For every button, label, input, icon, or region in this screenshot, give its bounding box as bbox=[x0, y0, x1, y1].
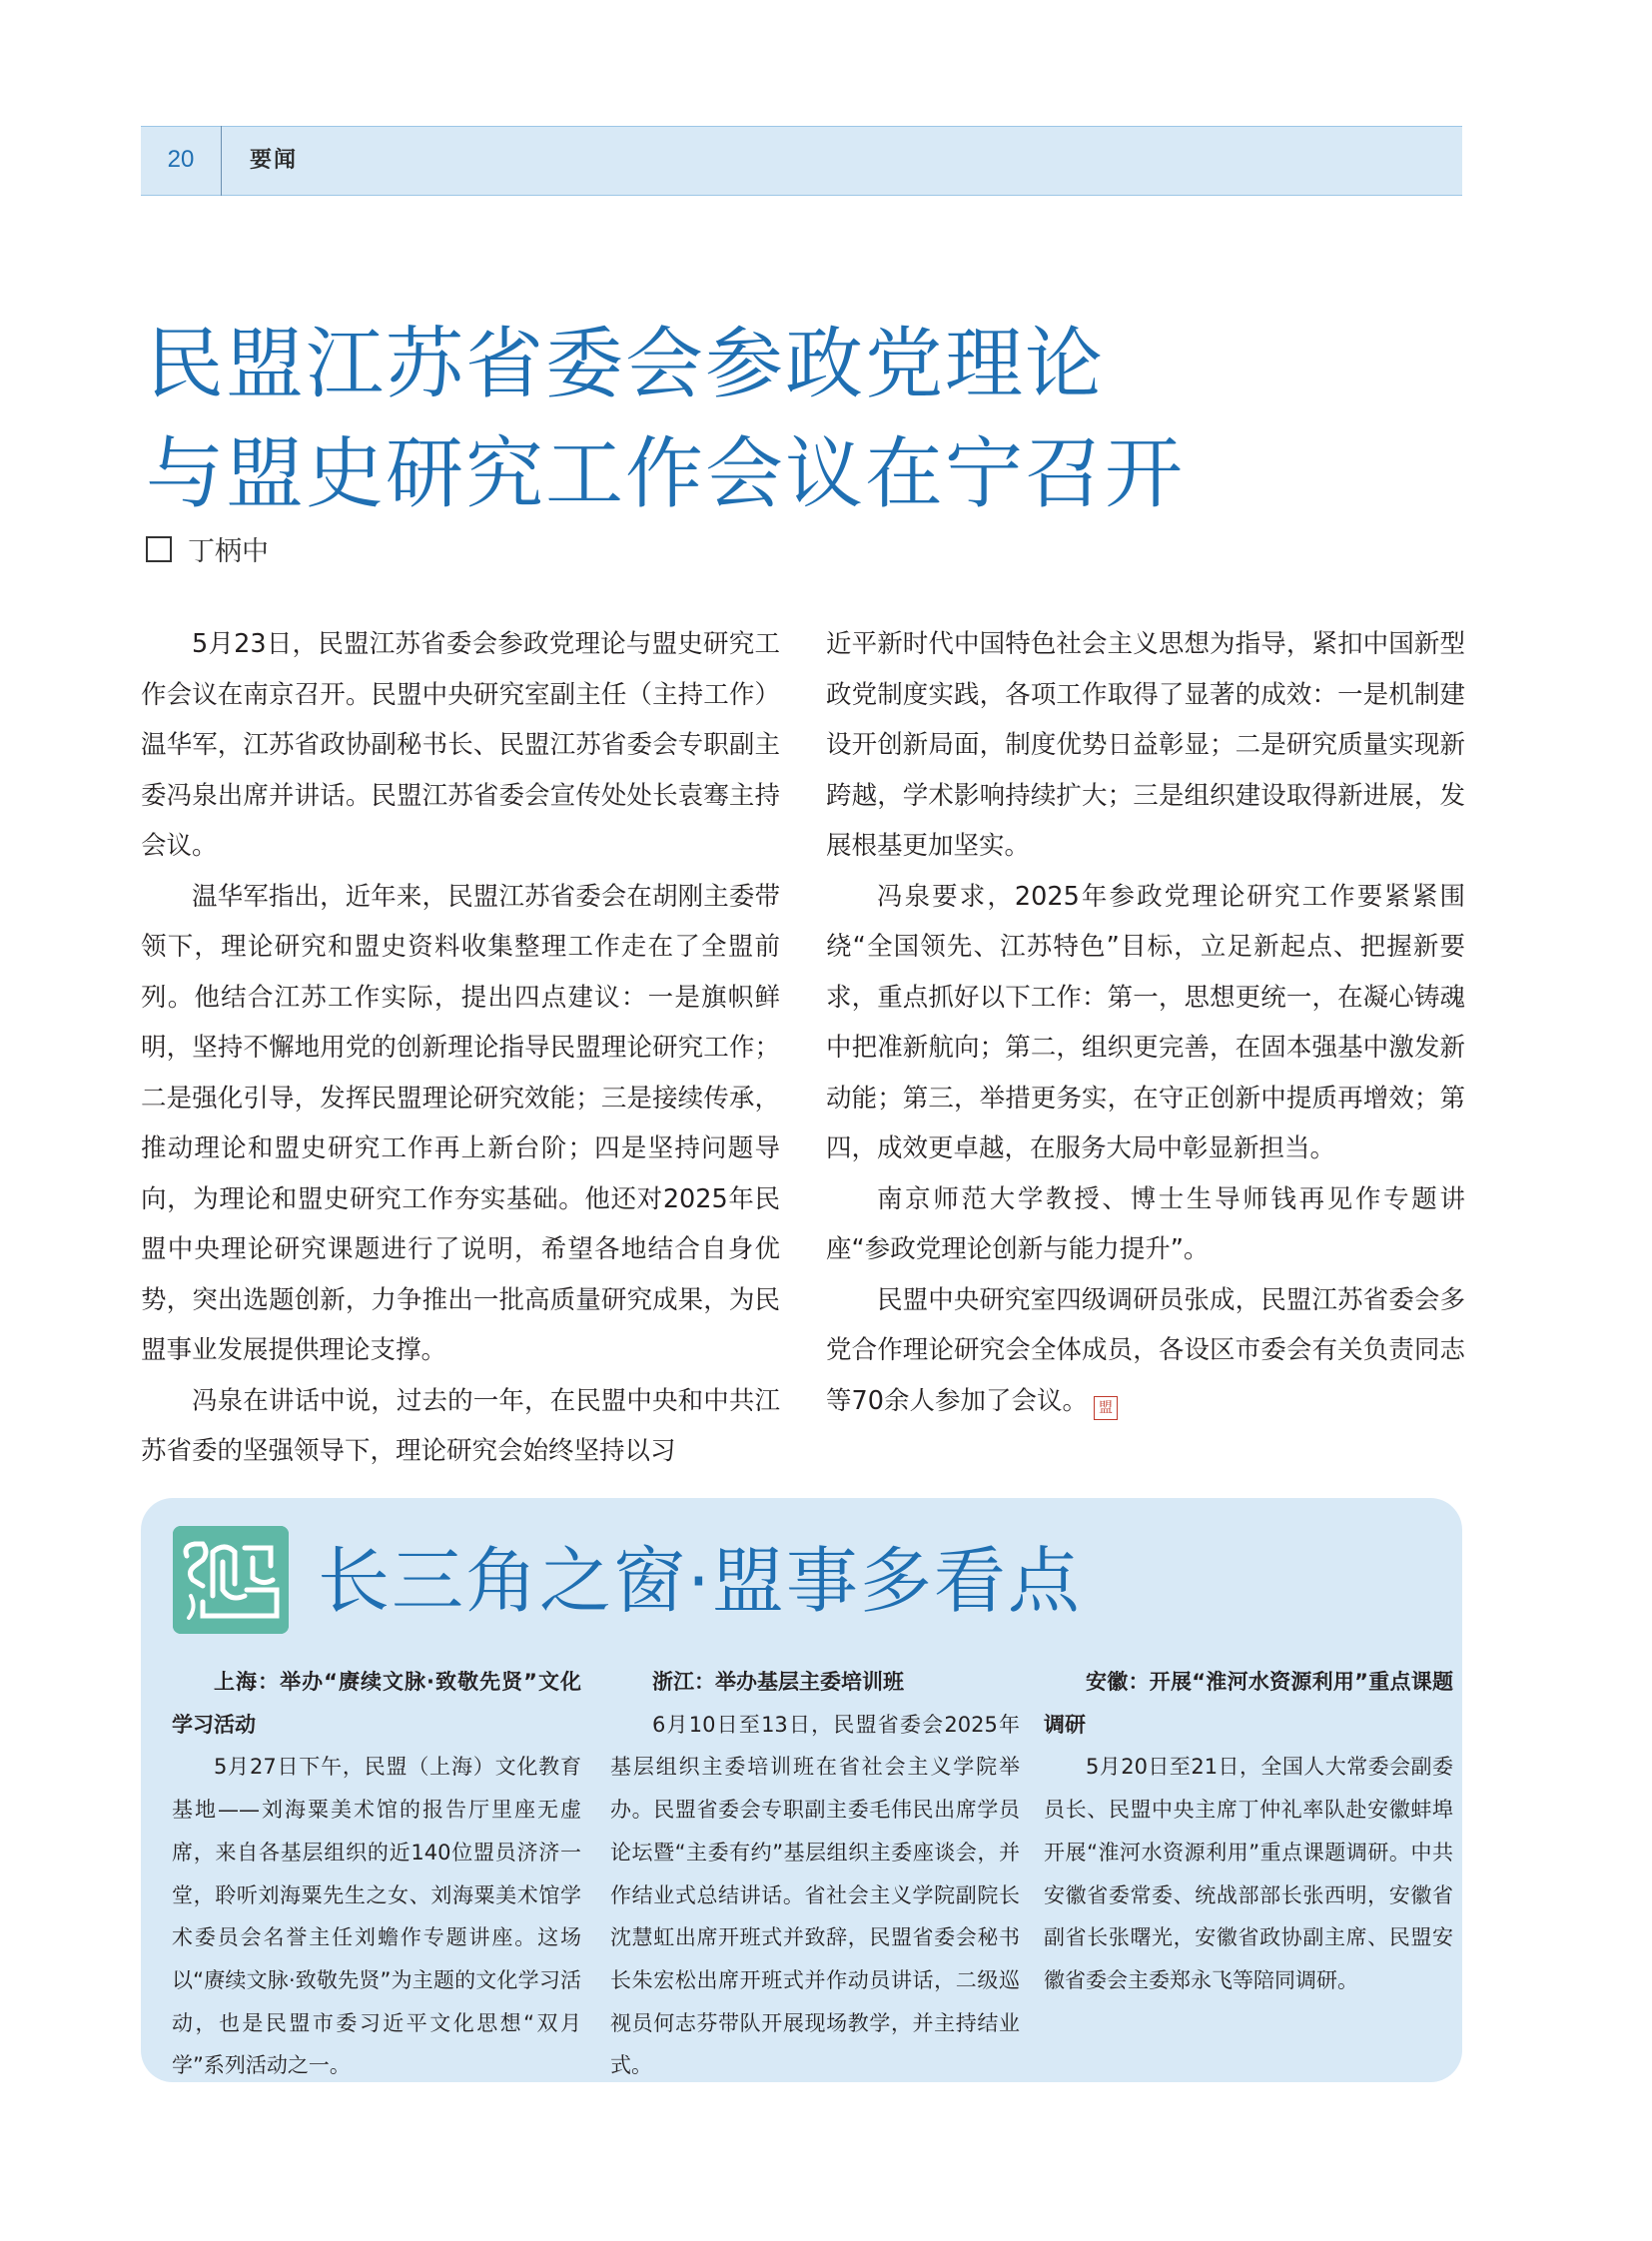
page-number: 20 bbox=[167, 146, 195, 173]
article-column-left bbox=[141, 619, 780, 1477]
byline bbox=[146, 529, 269, 568]
sidebar-item-zhejiang bbox=[610, 1661, 1020, 2087]
sidebar-item-heading: 浙江：举办基层主委培训班 bbox=[652, 1670, 904, 1694]
sidebar-item-anhui bbox=[1044, 1661, 1453, 2002]
yangtze-delta-logo-icon bbox=[173, 1526, 289, 1634]
sidebar-item-heading: 安徽：开展“淮河水资源利用”重点课题调研 bbox=[1044, 1670, 1453, 1737]
section-label: 要闻 bbox=[250, 147, 299, 173]
byline-box-icon bbox=[146, 536, 172, 562]
paragraph: 南京师范大学教授、博士生导师钱再见作专题讲座“参政党理论创新与能力提升”。 bbox=[826, 1183, 1465, 1264]
paragraph: 温华军指出，近年来，民盟江苏省委会在胡刚主委带领下，理论研究和盟史资料收集整理工作走在了全盟前列。他结合江苏工作实际，提出四点建议：一是旗帜鲜明，坚持不懈地用党的创新理论指导民盟理论研究工作；二是强化引导，发挥民盟理论研究效能；三是接续传承，推动理论和盟史研究工作再上新台阶；四是坚持问题导向，为理论和盟史研究工作夯实基础。他还对2025年民盟中央理论研究课题进行了说明，希望各地结合自身优势，突出选题创新，力争推出一批高质量研究成果，为民盟事业发展提供理论支撑。 bbox=[141, 881, 780, 1365]
paragraph-last bbox=[826, 1275, 1465, 1427]
title-line-2: 与盟史研究工作会议在宁召开 bbox=[146, 429, 1186, 519]
paragraph: 冯泉在讲话中说，过去的一年，在民盟中央和中共江苏省委的坚强领导下，理论研究会始终坚持以习 bbox=[141, 1385, 780, 1466]
paragraph: 冯泉要求，2025年参政党理论研究工作要紧紧围绕“全国领先、江苏特色”目标，立足新起点、把握新要求，重点抓好以下工作：第一，思想更统一，在凝心铸魂中把准新航向；第二，组织更完善，在固本强基中激发新动能；第三，举措更务实，在守正创新中提质再增效；第四，成效更卓越，在服务大局中彰显新担当。 bbox=[826, 881, 1465, 1163]
paragraph: 5月23日，民盟江苏省委会参政党理论与盟史研究工作会议在南京召开。民盟中央研究室副主任（主持工作）温华军，江苏省政协副秘书长、民盟江苏省委会专职副主委冯泉出席并讲话。民盟江苏省委会宣传处处长袁骞主持会议。 bbox=[141, 629, 780, 861]
sidebar-item-body: 5月27日下午，民盟（上海）文化教育基地——刘海粟美术馆的报告厅里座无虚席，来自各基层组织的近140位盟员济济一堂，聆听刘海粟先生之女、刘海粟美术馆学术委员会名誉主任刘蟾作专题讲座。这场以“赓续文脉·致敬先贤”为主题的文化学习活动，也是民盟市委习近平文化思想“双月学”系列活动之一。 bbox=[172, 1755, 581, 2078]
paragraph-text: 民盟中央研究室四级调研员张成，民盟江苏省委会多党合作理论研究会全体成员，各设区市委会有关负责同志等70余人参加了会议。 bbox=[826, 1284, 1465, 1416]
end-mark-icon: 盟 bbox=[1094, 1396, 1118, 1420]
author-name: 丁柄中 bbox=[188, 536, 269, 567]
sidebar-item-body: 5月20日至21日，全国人大常委会副委员长、民盟中央主席丁仲礼率队赴安徽蚌埠开展“淮河水资源利用”重点课题调研。中共安徽省委常委、统战部部长张西明，安徽省副省长张曙光，安徽省政协副主席、民盟安徽省委会主委郑永飞等陪同调研。 bbox=[1044, 1755, 1453, 1992]
title-line-1: 民盟江苏省委会参政党理论 bbox=[146, 320, 1106, 409]
sidebar-item-heading: 上海：举办“赓续文脉·致敬先贤”文化学习活动 bbox=[172, 1670, 581, 1737]
header-band bbox=[141, 126, 1462, 196]
sidebar-item-shanghai bbox=[172, 1661, 581, 2087]
header-divider bbox=[221, 126, 222, 196]
paragraph-continued: 近平新时代中国特色社会主义思想为指导，紧扣中国新型政党制度实践，各项工作取得了显著的成效：一是机制建设开创新局面，制度优势日益彰显；二是研究质量实现新跨越，学术影响持续扩大；三是组织建设取得新进展，发展根基更加坚实。 bbox=[826, 629, 1465, 861]
sidebar-item-body: 6月10日至13日，民盟省委会2025年基层组织主委培训班在省社会主义学院举办。民盟省委会专职副主委毛伟民出席学员论坛暨“主委有约”基层组织主委座谈会，并作结业式总结讲话。省社会主义学院副院长沈慧虹出席开班式并致辞，民盟省委会秘书长朱宏松出席开班式并作动员讲话，二级巡视员何志芬带队开展现场教学，并主持结业式。 bbox=[610, 1712, 1020, 2078]
sidebar-title: 长三角之窗·盟事多看点 bbox=[318, 1539, 1082, 1623]
article-title bbox=[146, 310, 1464, 529]
article-column-right bbox=[826, 619, 1465, 1426]
